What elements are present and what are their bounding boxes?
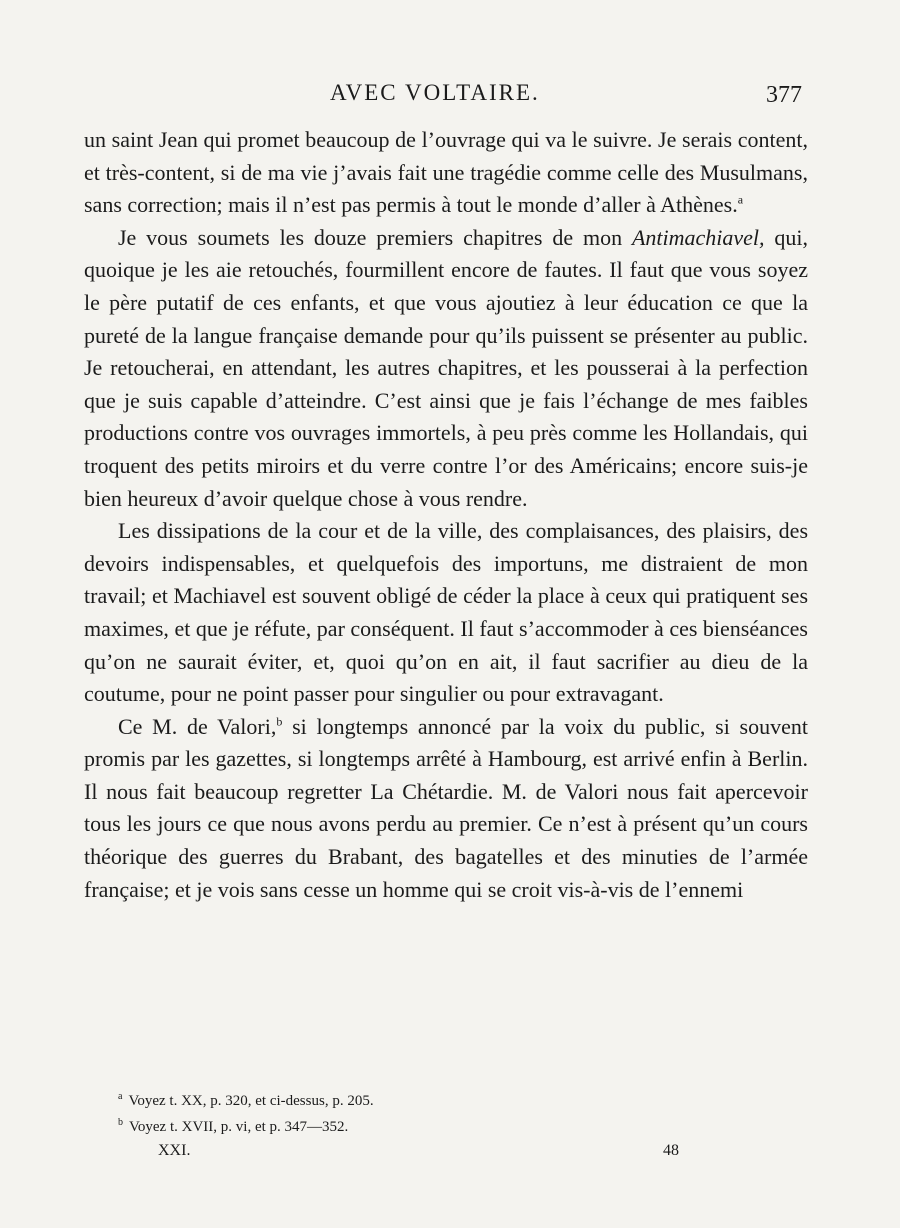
paragraph-3 xyxy=(84,515,808,711)
page-number: 377 xyxy=(766,82,802,108)
footnote-a-mark: a xyxy=(118,1091,123,1102)
footnote-b-mark: b xyxy=(118,1117,123,1128)
paragraph-4-after: si longtemps annoncé par la voix du public, si souvent promis par les gazettes, si longtemps arrêté à Hambourg, est arrivé enfin à Berlin. Il nous fait beaucoup regretter La Chétardie. M. de Valori nous fait apercevoir tous les jours ce que nous avons perdu au premier. Ce n’est à présent qu’un cours théorique des guerres du Brabant, des bagatelles et des minuties de l’armée française; et je vois sans cesse un homme qui se croit vis-à-vis de l’ennemi xyxy=(84,713,808,902)
paragraph-2-italic-title: Antimachiavel, xyxy=(631,224,765,250)
footnotes xyxy=(118,1086,818,1138)
body-text xyxy=(84,124,808,906)
footnote-b-text: Voyez t. XVII, p. vi, et p. 347—352. xyxy=(129,1119,349,1135)
running-title: AVEC VOLTAIRE. xyxy=(330,80,540,105)
footnote-b xyxy=(118,1112,818,1138)
sheet-number: 48 xyxy=(663,1142,679,1159)
paragraph-1-text: un saint Jean qui promet beaucoup de l’ouvrage qui va le suivre. Je serais content, et très-content, si de ma vie j’avais fait une tragédie comme celle des Musulmans, sans correction; mais il n’est pas permis à tout le monde d’aller à Athènes. xyxy=(84,127,808,218)
paragraph-2-after: qui, quoique je les aie retouchés, fourmillent encore de fautes. Il faut que vous soyez le père putatif de ces enfants, et que vous ajoutiez à leur éducation ce que la pureté de la langue française demande pour qu’ils puissent se présenter au public. Je retoucherai, en attendant, les autres chapitres, et les pousserai à la perfection que je suis capable d’atteindre. C’est ainsi que je fais l’échange de mes faibles productions contre vos ouvrages immortels, à peu près comme les Hollandais, qui troquent des petits miroirs et du verre contre l’or des Américains; encore suis-je bien heureux d’avoir quelque chose à vous rendre. xyxy=(84,224,809,511)
paragraph-1 xyxy=(84,124,808,222)
footnote-ref-a: a xyxy=(737,192,744,207)
paragraph-4-before: Ce M. de Valori, xyxy=(118,713,277,739)
signature-line xyxy=(0,1142,900,1166)
volume-number: XXI. xyxy=(158,1142,191,1159)
paragraph-2-before: Je vous soumets les douze premiers chapitres de mon xyxy=(118,224,632,250)
running-head xyxy=(0,80,900,110)
paragraph-4 xyxy=(84,711,808,907)
footnote-a xyxy=(118,1086,818,1112)
paragraph-3-text: Les dissipations de la cour et de la ville, des complaisances, des plaisirs, des devoirs indispensables, et quelquefois des importuns, me distraient de mon travail; et Machiavel est souvent obligé de céder la place à ceux qui pratiquent ses maximes, et que je réfute, par conséquent. Il faut s’accommoder à ces bienséances qu’on ne saurait éviter, et, quoi qu’on en ait, il faut sacrifier au dieu de la coutume, pour ne point passer pour singulier ou pour extravagant. xyxy=(84,518,808,707)
paragraph-2 xyxy=(84,222,808,515)
footnote-a-text: Voyez t. XX, p. 320, et ci-dessus, p. 205. xyxy=(128,1093,374,1109)
footnote-ref-b: b xyxy=(276,714,283,729)
